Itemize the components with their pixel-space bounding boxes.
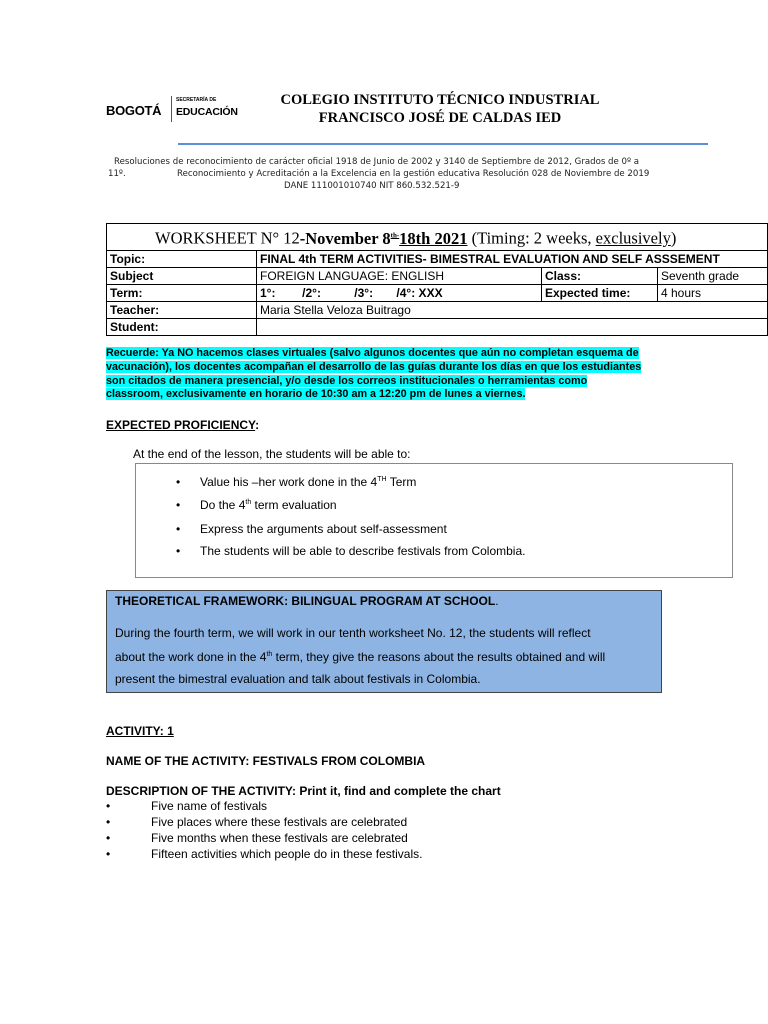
expected-time-value: 4 hours bbox=[658, 285, 768, 302]
resolutions-line1: Resoluciones de reconocimiento de carácter oficial 1918 de Junio de 2002 y 3140 de Septiembre de 2012, Grados de 0º a bbox=[114, 157, 640, 167]
logo-divider bbox=[171, 96, 172, 122]
worksheet-timing: (Timing: 2 weeks, bbox=[467, 228, 596, 248]
proficiency-item2-end: term evaluation bbox=[251, 498, 337, 512]
proficiency-heading-colon: : bbox=[255, 418, 260, 432]
proficiency-item: • Express the arguments about self-assessment bbox=[200, 522, 447, 536]
subject-value: FOREIGN LANGUAGE: ENGLISH bbox=[257, 268, 542, 285]
logo-educacion-text: EDUCACIÓN bbox=[176, 106, 238, 118]
expected-time-label: Expected time: bbox=[542, 285, 658, 302]
notice-line2: vacunación), los docentes acompañan el desarrollo de las guías durante los días en que los estudiantes bbox=[106, 360, 642, 373]
worksheet-timing-exclusive: exclusively bbox=[595, 228, 671, 248]
activity-name: NAME OF THE ACTIVITY: FESTIVALS FROM COLOMBIA bbox=[106, 754, 426, 768]
framework-heading-text: THEORETICAL FRAMEWORK: BILINGUAL PROGRAM AT SCHOOL bbox=[115, 594, 496, 608]
framework-heading bbox=[115, 594, 499, 608]
worksheet-timing-close: ) bbox=[670, 228, 677, 248]
framework-line3: present the bimestral evaluation and talk about festivals in Colombia. bbox=[115, 672, 481, 686]
activity-items-list bbox=[106, 798, 422, 862]
header-divider bbox=[178, 143, 708, 145]
list-item: • Fifteen activities which people do in these festivals. bbox=[106, 846, 422, 862]
proficiency-item1-sup: TH bbox=[377, 476, 387, 483]
proficiency-item2-text: Do the 4 bbox=[200, 498, 246, 512]
notice-line3: son citados de manera presencial, y/o desde los correos institucionales o herramientas como bbox=[106, 374, 588, 387]
framework-line2-start: about the work done in the 4 bbox=[115, 650, 267, 664]
list-item: • Five months when these festivals are celebrated bbox=[106, 830, 422, 846]
worksheet-info-table bbox=[106, 223, 768, 336]
framework-paragraph bbox=[115, 622, 655, 690]
resolutions-line3: DANE 111001010740 NIT 860.532.521-9 bbox=[284, 181, 460, 191]
proficiency-item1-end: Term bbox=[386, 475, 417, 489]
term-label: Term: bbox=[107, 285, 257, 302]
theoretical-framework-box bbox=[106, 590, 662, 693]
list-item: • Five name of festivals bbox=[106, 798, 422, 814]
list-item: • Five places where these festivals are celebrated bbox=[106, 814, 422, 830]
student-value[interactable] bbox=[257, 319, 768, 336]
class-label: Class: bbox=[542, 268, 658, 285]
proficiency-heading-text: EXPECTED PROFICIENCY bbox=[106, 418, 256, 432]
proficiency-item bbox=[200, 475, 416, 489]
worksheet-dates-start: -November 8 bbox=[299, 228, 391, 248]
school-name-line1: COLEGIO INSTITUTO TÉCNICO INDUSTRIAL bbox=[280, 92, 600, 108]
framework-line2-sup: th bbox=[266, 651, 273, 658]
framework-line2-end: term, they give the reasons about the results obtained and will bbox=[272, 650, 606, 664]
teacher-label: Teacher: bbox=[107, 302, 257, 319]
proficiency-item bbox=[200, 498, 337, 512]
topic-value: FINAL 4th TERM ACTIVITIES- BIMESTRAL EVALUATION AND SELF ASSSEMENT bbox=[257, 251, 768, 268]
topic-label: Topic: bbox=[107, 251, 257, 268]
virtual-classes-notice bbox=[106, 347, 662, 402]
worksheet-dates bbox=[300, 229, 468, 248]
worksheet-dates-end: 18th 2021 bbox=[399, 228, 468, 248]
class-value: Seventh grade bbox=[658, 268, 768, 285]
worksheet-dates-sup: th- bbox=[390, 231, 400, 240]
logo-secretaria-text: SECRETARÍA DE bbox=[176, 97, 217, 103]
logo-city-text: BOGOTÁ bbox=[106, 103, 162, 118]
proficiency-item: • The students will be able to describe festivals from Colombia. bbox=[200, 544, 525, 558]
framework-heading-end: . bbox=[495, 594, 499, 608]
proficiency-intro: At the end of the lesson, the students will be able to: bbox=[133, 447, 411, 461]
worksheet-number: WORKSHEET N° 12 bbox=[155, 228, 300, 248]
proficiency-item1-text: Value his –her work done in the 4 bbox=[200, 475, 378, 489]
activity-description: DESCRIPTION OF THE ACTIVITY: Print it, find and complete the chart bbox=[106, 784, 501, 798]
proficiency-box bbox=[135, 463, 733, 578]
school-name-line2: FRANCISCO JOSÉ DE CALDAS IED bbox=[318, 110, 562, 126]
activity-heading: ACTIVITY: 1 bbox=[106, 724, 174, 738]
teacher-value: Maria Stella Veloza Buitrago bbox=[257, 302, 768, 319]
notice-line4: classroom, exclusivamente en horario de 10:30 am a 12:20 pm de lunes a viernes. bbox=[106, 388, 526, 401]
framework-line1: During the fourth term, we will work in our tenth worksheet No. 12, the students will reflect bbox=[115, 626, 591, 640]
expected-proficiency-heading bbox=[106, 418, 259, 432]
worksheet-title bbox=[107, 224, 768, 251]
proficiency-item2-sup: th bbox=[245, 499, 252, 506]
term-value: 1°: /2°: /3°: /4°: XXX bbox=[257, 285, 542, 302]
subject-label: Subject bbox=[107, 268, 257, 285]
student-label: Student: bbox=[107, 319, 257, 336]
resolutions-line2a: 11º. bbox=[108, 169, 126, 179]
bogota-education-logo bbox=[106, 92, 238, 126]
notice-line1: Recuerde: Ya NO hacemos clases virtuales (salvo algunos docentes que aún no completan esquema de bbox=[106, 347, 639, 359]
resolutions-line2b: Reconocimiento y Acreditación a la Excelencia en la gestión educativa Resolución 028 de Noviembre de 2019 bbox=[177, 169, 650, 179]
